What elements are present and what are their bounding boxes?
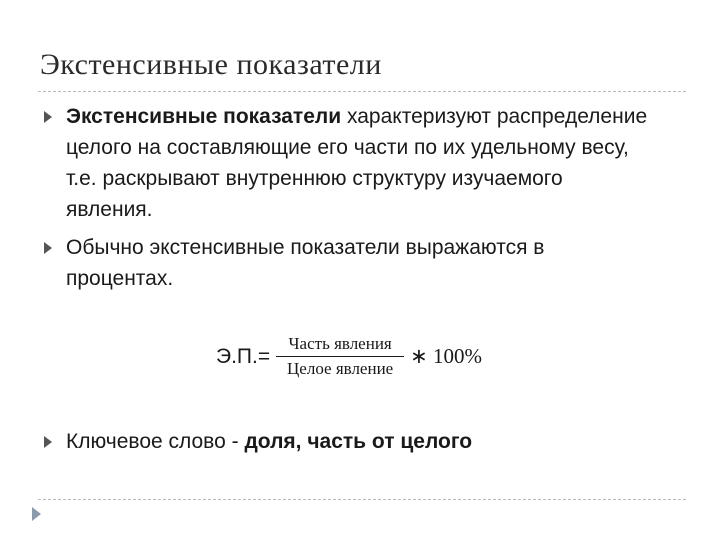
triangle-right-icon (44, 111, 52, 123)
bullet-bold-term: Экстенсивные показатели (66, 105, 342, 128)
keyword-label: Ключевое слово - (66, 430, 245, 453)
bullet-item-definition (44, 101, 654, 225)
formula-denominator: Целое явление (287, 359, 394, 378)
bullet-text: Обычно экстенсивные показатели выражаются в процентах. (66, 236, 545, 290)
formula (216, 334, 482, 379)
keyword-value: доля, часть от целого (244, 430, 473, 453)
fraction-bar (276, 356, 404, 357)
formula-fraction (276, 334, 404, 379)
formula-lhs: Э.П.= (216, 344, 271, 368)
bullet-item-percent (44, 232, 654, 294)
triangle-right-icon (44, 242, 52, 254)
footer-divider (38, 499, 686, 500)
bullet-description: характеризуют распределение целого на составляющие его части по их удельному весу, т.е. раскрывают внутреннюю структуру изучаемого явления. (66, 105, 648, 221)
bullet-text (66, 426, 654, 457)
slide-title: Экстенсивные показатели (40, 48, 382, 81)
formula-rhs: ∗ 100% (410, 344, 482, 368)
bullet-item-keyword (44, 426, 654, 457)
triangle-right-icon (44, 436, 52, 448)
nav-arrow-icon[interactable] (32, 507, 41, 521)
bullet-text (66, 101, 654, 225)
title-divider (38, 91, 686, 92)
formula-numerator: Часть явления (288, 334, 392, 353)
